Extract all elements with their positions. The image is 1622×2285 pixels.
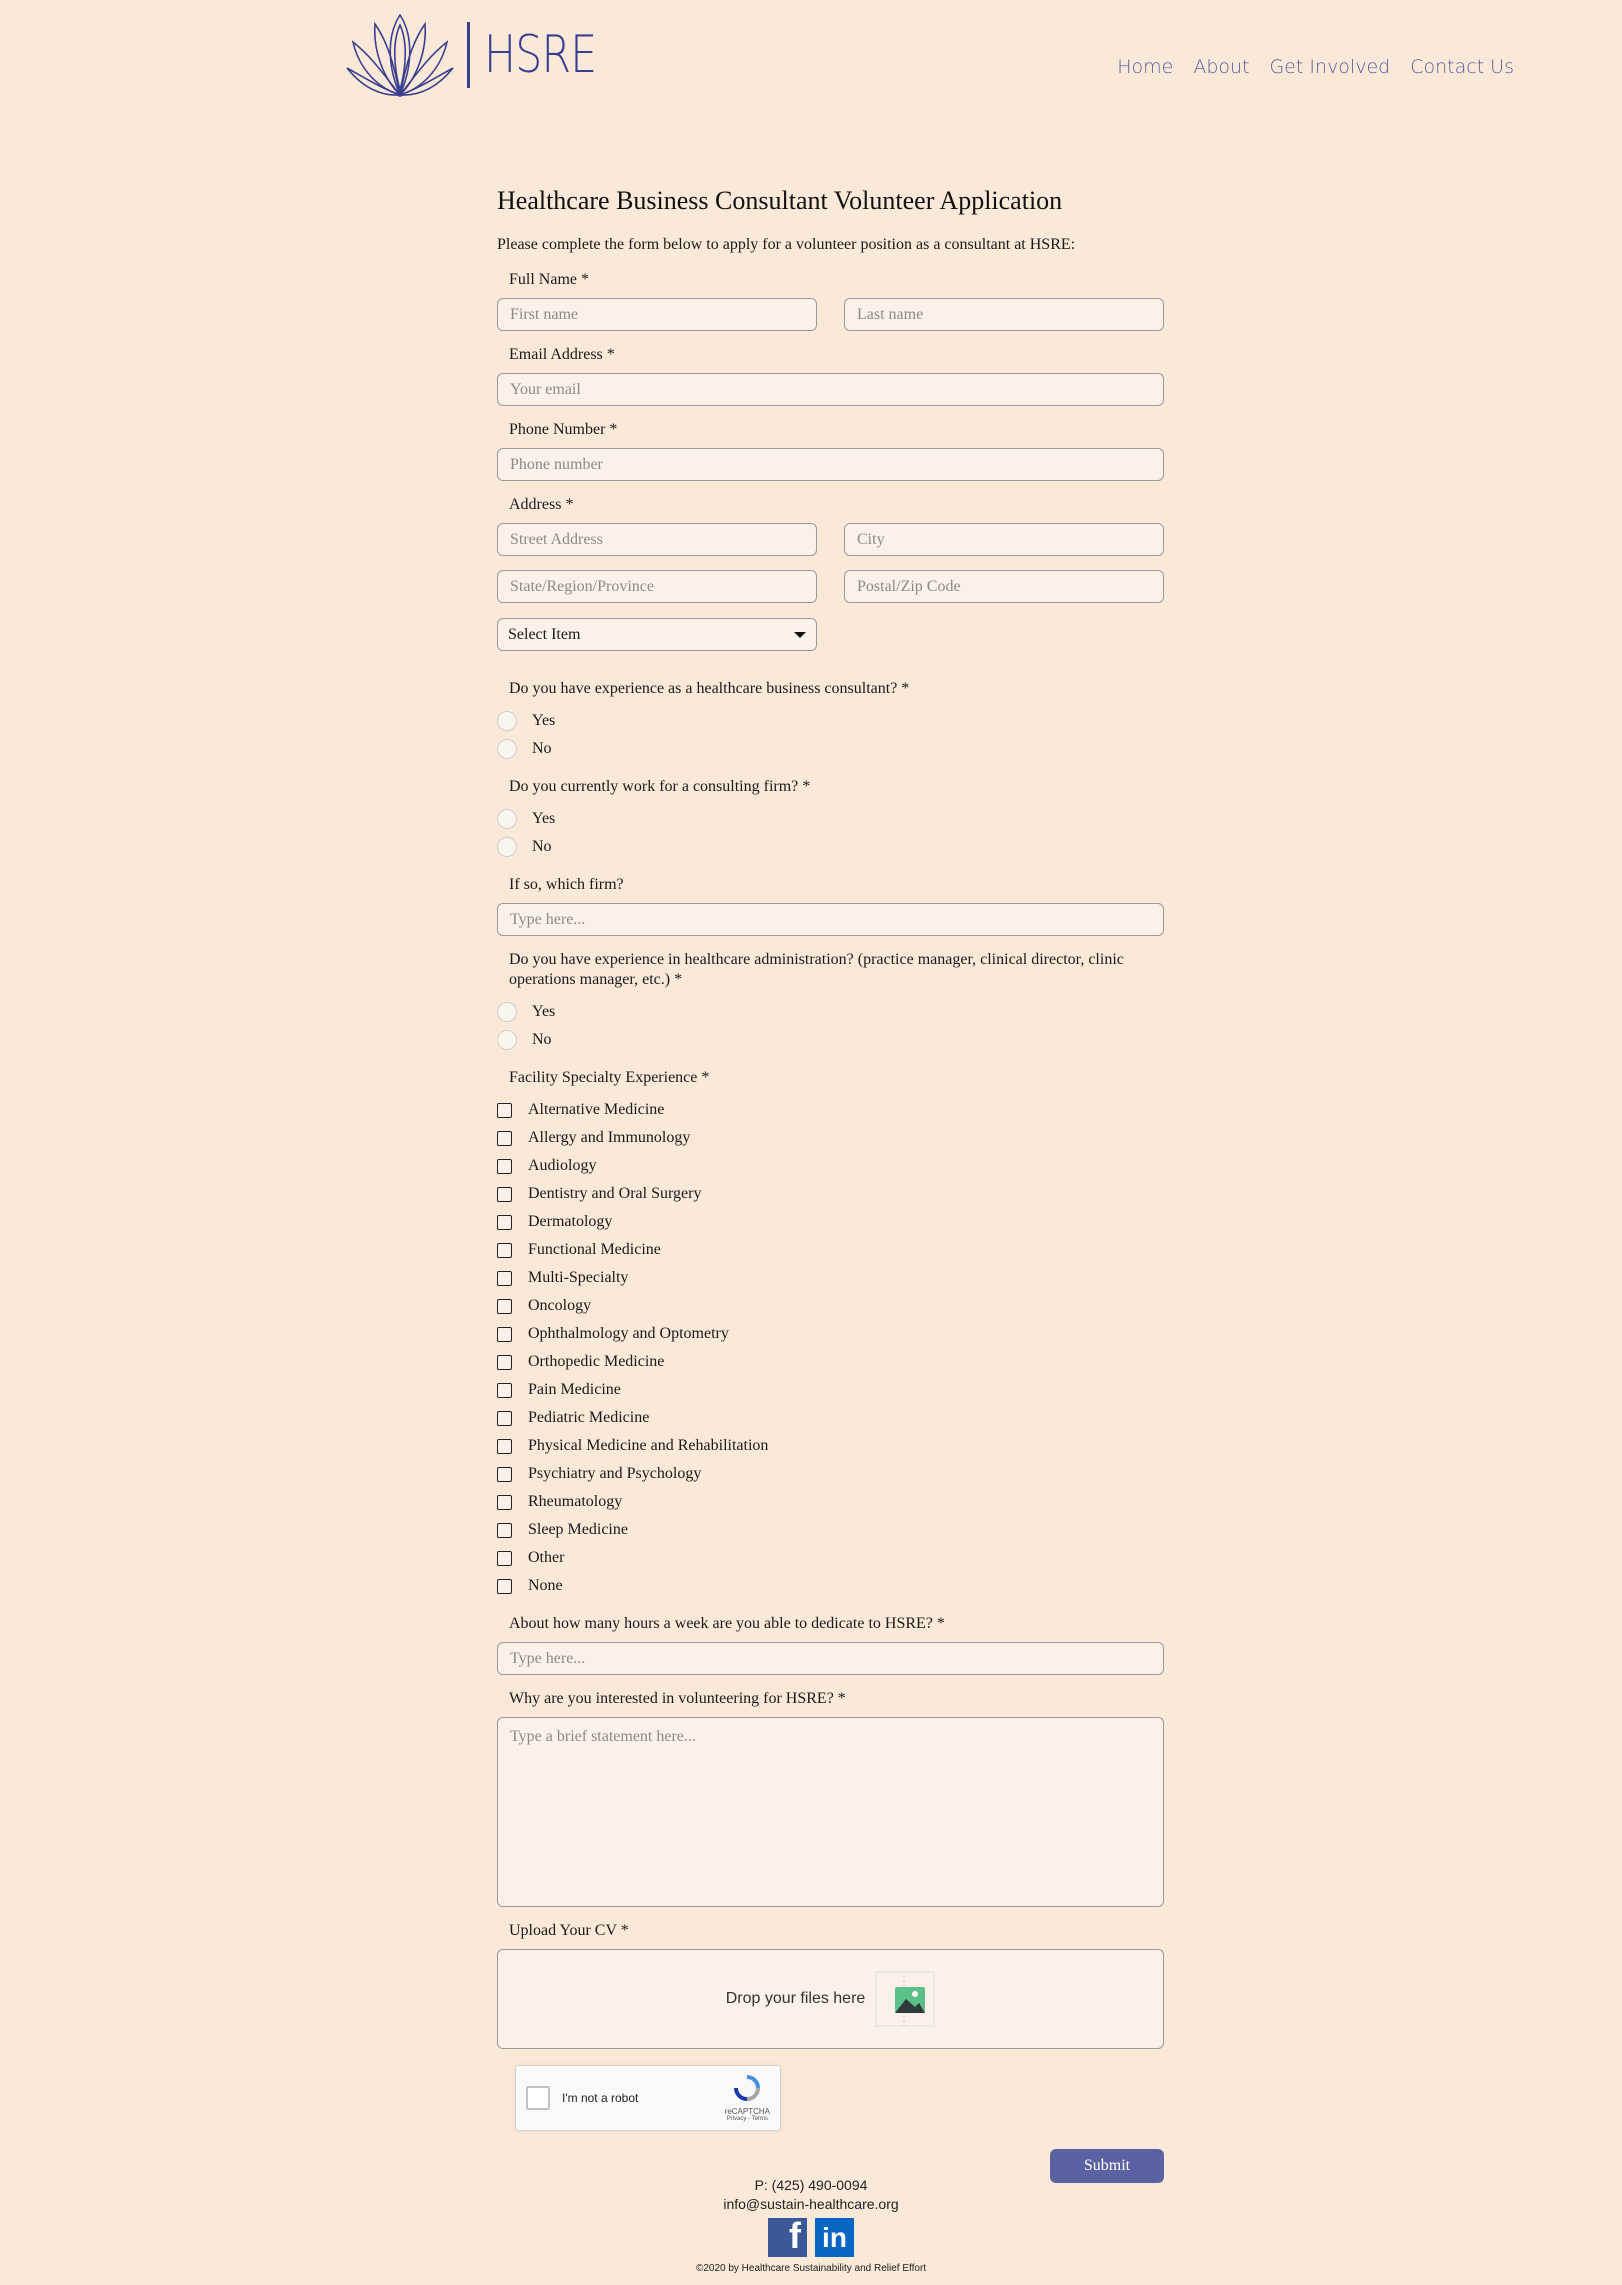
checkbox-icon[interactable]: [497, 1131, 512, 1146]
consultant-experience-no[interactable]: No: [497, 735, 1164, 763]
cv-dropzone[interactable]: [497, 1949, 1164, 2049]
logo-text: HSRE: [484, 25, 597, 85]
admin-experience-group: [497, 950, 1164, 1054]
checkbox-icon[interactable]: [497, 1271, 512, 1286]
country-select[interactable]: [497, 618, 817, 651]
nav-home[interactable]: Home: [1117, 56, 1174, 78]
checkbox-icon[interactable]: [497, 1579, 512, 1594]
social-links: [0, 2218, 1622, 2257]
nav-get-involved[interactable]: Get Involved: [1269, 56, 1391, 78]
checkbox-icon[interactable]: [497, 1299, 512, 1314]
facebook-icon[interactable]: f: [768, 2218, 807, 2257]
submit-button[interactable]: Submit: [1050, 2149, 1164, 2183]
specialty-option[interactable]: Functional Medicine: [497, 1236, 1164, 1264]
consulting-firm-group: [497, 777, 1164, 861]
footer-email[interactable]: info@sustain-healthcare.org: [723, 2196, 899, 2212]
recaptcha-widget: [515, 2065, 781, 2131]
recaptcha-logo: reCAPTCHA Privacy - Terms: [725, 2074, 770, 2122]
form-intro: Please complete the form below to apply for a volunteer position as a consultant at HSRE:: [497, 236, 1076, 253]
specialty-option[interactable]: Pain Medicine: [497, 1376, 1164, 1404]
country-select-value: Select Item: [508, 625, 581, 643]
specialty-option[interactable]: Alternative Medicine: [497, 1096, 1164, 1124]
specialty-option[interactable]: Multi-Specialty: [497, 1264, 1164, 1292]
full-name-label: Full Name *: [509, 271, 589, 288]
checkbox-icon[interactable]: [497, 1243, 512, 1258]
checkbox-icon[interactable]: [497, 1411, 512, 1426]
recaptcha-icon: [732, 2074, 762, 2102]
admin-experience-yes[interactable]: Yes: [497, 998, 1164, 1026]
logo-divider: [467, 22, 470, 88]
checkbox-icon[interactable]: [497, 1187, 512, 1202]
specialty-option[interactable]: Allergy and Immunology: [497, 1124, 1164, 1152]
checkbox-icon[interactable]: [497, 1551, 512, 1566]
specialty-option[interactable]: Physical Medicine and Rehabilitation: [497, 1432, 1164, 1460]
caret-down-icon: [794, 632, 806, 638]
which-firm-label: If so, which firm?: [509, 876, 624, 893]
why-label: Why are you interested in volunteering for HSRE? *: [509, 1690, 846, 1707]
recaptcha-text: I'm not a robot: [562, 2091, 639, 2105]
radio-circle-icon[interactable]: [497, 711, 517, 731]
specialty-option[interactable]: Psychiatry and Psychology: [497, 1460, 1164, 1488]
street-input[interactable]: [497, 523, 817, 556]
radio-circle-icon[interactable]: [497, 837, 517, 857]
specialty-option[interactable]: Sleep Medicine: [497, 1516, 1164, 1544]
why-textarea[interactable]: [497, 1717, 1164, 1907]
specialty-option[interactable]: Rheumatology: [497, 1488, 1164, 1516]
checkbox-icon[interactable]: [497, 1327, 512, 1342]
specialty-option[interactable]: Orthopedic Medicine: [497, 1348, 1164, 1376]
site-logo[interactable]: [345, 10, 621, 100]
consultant-experience-yes[interactable]: Yes: [497, 707, 1164, 735]
consulting-firm-no[interactable]: No: [497, 833, 1164, 861]
specialty-label: Facility Specialty Experience *: [509, 1069, 710, 1086]
email-label: Email Address *: [509, 346, 615, 363]
nav-contact-us[interactable]: Contact Us: [1410, 56, 1514, 78]
specialty-option[interactable]: Dentistry and Oral Surgery: [497, 1180, 1164, 1208]
specialty-option[interactable]: Audiology: [497, 1152, 1164, 1180]
site-footer: [0, 2176, 1622, 2274]
last-name-input[interactable]: [844, 298, 1164, 331]
form-title: Healthcare Business Consultant Volunteer Application: [497, 186, 1063, 215]
consultant-experience-group: [497, 679, 1164, 763]
footer-copyright: ©2020 by Healthcare Sustainability and Relief Effort: [695, 2263, 927, 2274]
recaptcha-links[interactable]: Privacy - Terms: [726, 2116, 768, 2122]
checkbox-icon[interactable]: [497, 1159, 512, 1174]
cv-label: Upload Your CV *: [509, 1922, 629, 1939]
specialty-option[interactable]: Ophthalmology and Optometry: [497, 1320, 1164, 1348]
checkbox-icon[interactable]: [497, 1355, 512, 1370]
phone-input[interactable]: [497, 448, 1164, 481]
admin-experience-no[interactable]: No: [497, 1026, 1164, 1054]
radio-circle-icon[interactable]: [497, 1002, 517, 1022]
checkbox-icon[interactable]: [497, 1383, 512, 1398]
main-nav: [1117, 56, 1514, 78]
hours-label: About how many hours a week are you able to dedicate to HSRE? *: [509, 1615, 945, 1632]
address-label: Address *: [509, 496, 574, 513]
dropzone-text: Drop your files here: [725, 1990, 866, 2007]
lotus-icon: [345, 10, 455, 100]
specialty-option[interactable]: Other: [497, 1544, 1164, 1572]
footer-phone: P: (425) 490-0094: [754, 2177, 868, 2193]
radio-circle-icon[interactable]: [497, 809, 517, 829]
checkbox-icon[interactable]: [497, 1523, 512, 1538]
checkbox-icon[interactable]: [497, 1439, 512, 1454]
specialty-option[interactable]: Oncology: [497, 1292, 1164, 1320]
email-input[interactable]: [497, 373, 1164, 406]
radio-circle-icon[interactable]: [497, 1030, 517, 1050]
specialty-group: [497, 1068, 1164, 1600]
specialty-option[interactable]: Pediatric Medicine: [497, 1404, 1164, 1432]
admin-experience-label: Do you have experience in healthcare administration? (practice manager, clinical director, clinic operations manager, etc.) *: [509, 951, 1124, 988]
consulting-firm-yes[interactable]: Yes: [497, 805, 1164, 833]
linkedin-icon[interactable]: in: [815, 2218, 854, 2257]
zip-input[interactable]: [844, 570, 1164, 603]
specialty-option[interactable]: None: [497, 1572, 1164, 1600]
checkbox-icon[interactable]: [497, 1467, 512, 1482]
volunteer-application-form: [497, 186, 1164, 2183]
checkbox-icon[interactable]: [497, 1495, 512, 1510]
image-upload-icon: [875, 1971, 935, 2027]
checkbox-icon[interactable]: [497, 1103, 512, 1118]
state-input[interactable]: [497, 570, 817, 603]
checkbox-icon[interactable]: [497, 1215, 512, 1230]
city-input[interactable]: [844, 523, 1164, 556]
consulting-firm-label: Do you currently work for a consulting firm? *: [509, 778, 811, 795]
specialty-option[interactable]: Dermatology: [497, 1208, 1164, 1236]
phone-label: Phone Number *: [509, 421, 618, 438]
hours-input[interactable]: [497, 1642, 1164, 1675]
recaptcha-checkbox[interactable]: [526, 2086, 550, 2110]
consultant-experience-label: Do you have experience as a healthcare business consultant? *: [509, 680, 910, 697]
nav-about[interactable]: About: [1193, 56, 1250, 78]
radio-circle-icon[interactable]: [497, 739, 517, 759]
which-firm-input[interactable]: [497, 903, 1164, 936]
first-name-input[interactable]: [497, 298, 817, 331]
